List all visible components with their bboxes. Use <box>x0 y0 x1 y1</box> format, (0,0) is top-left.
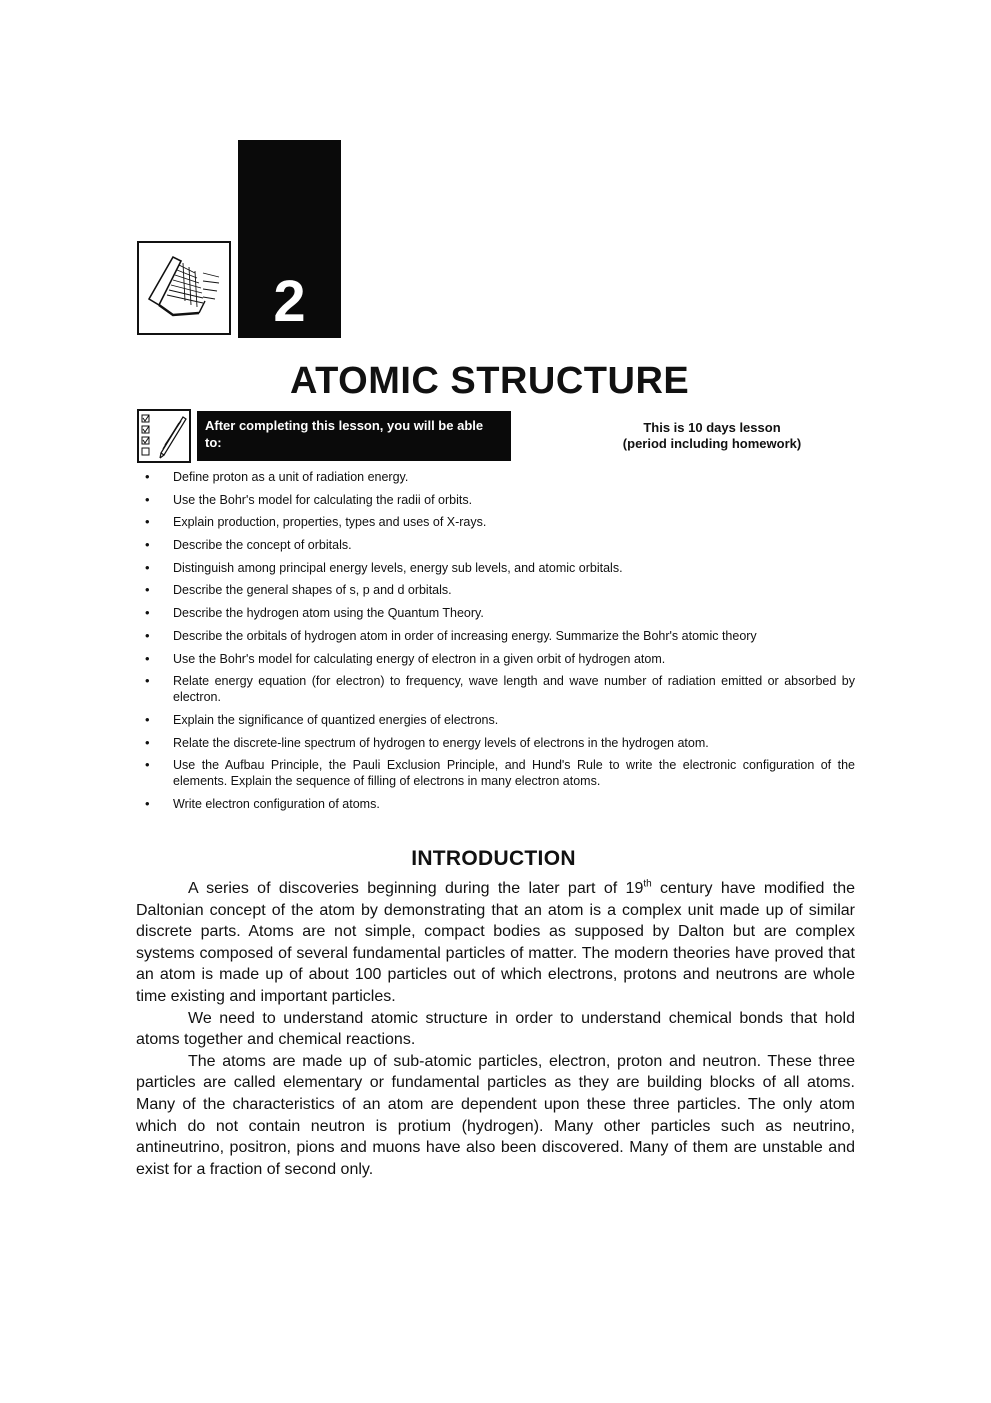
objective-item: • Use the Bohr's model for calculating energy of electron in a given orbit of hydrogen atom. <box>145 651 855 667</box>
introduction-paragraph-1 <box>136 878 855 1008</box>
objective-item: • Explain the significance of quantized energies of electrons. <box>145 712 855 728</box>
introduction-paragraph-3: The atoms are made up of sub-atomic particles, electron, proton and neutron. These three particles are called elementary or fundamental particles as they are building blocks of all atoms. Many of the characteristics of an atom are dependent upon these three particles. The only atom which do not contain neutron is protium (hydrogen). Many other particles such as neutrino, antineutrino, positron, pions and muons have also been discovered. Many of them are unstable and exist for a fraction of second only. <box>136 1052 855 1178</box>
chapter-number: 2 <box>273 269 306 334</box>
objective-item: • Write electron configuration of atoms. <box>145 796 855 812</box>
p1-superscript: th <box>643 878 652 890</box>
objective-item: • Describe the concept of orbitals. <box>145 537 855 553</box>
introduction-paragraph-2: We need to understand atomic structure in order to understand chemical bonds that hold atoms together and chemical reactions. <box>136 1009 855 1049</box>
lesson-duration <box>592 420 832 452</box>
p1-after: century have modified the Daltonian concept of the atom by demonstrating that an atom is a complex unit made up of similar discrete parts. Atoms are not simple, compact bodies as supposed by Dalton but are complex systems composed of several fundamental particles of matter. The modern theories have proved that an atom is made up of about 100 particles out of which electrons, protons and neutrons are whole time existing and important particles. <box>136 880 856 1005</box>
objectives-banner: After completing this lesson, you will be able to: <box>197 411 511 461</box>
objective-item: • Use the Bohr's model for calculating the radii of orbits. <box>145 492 855 508</box>
lesson-duration-line2: (period including homework) <box>622 436 802 451</box>
objective-item: • Describe the hydrogen atom using the Quantum Theory. <box>145 605 855 621</box>
lesson-duration-line1: This is 10 days lesson <box>643 420 781 435</box>
objective-item: • Explain production, properties, types and uses of X-rays. <box>145 514 855 530</box>
objective-item: • Relate energy equation (for electron) to frequency, wave length and wave number of radiation emitted or absorbed by electron. <box>145 673 855 705</box>
objective-item: • Define proton as a unit of radiation energy. <box>145 469 855 485</box>
objective-item: • Describe the orbitals of hydrogen atom in order of increasing energy. Summarize the Bohr's atomic theory <box>145 628 855 644</box>
objective-item: • Describe the general shapes of s, p and d orbitals. <box>145 582 855 598</box>
objective-item: • Relate the discrete-line spectrum of hydrogen to energy levels of electrons in the hydrogen atom. <box>145 735 855 751</box>
checklist-pencil-icon <box>137 409 191 463</box>
introduction-heading: INTRODUCTION <box>411 847 576 870</box>
chapter-title: ATOMIC STRUCTURE <box>290 360 690 402</box>
introduction-body <box>136 878 855 1180</box>
objectives-list <box>145 469 855 819</box>
p1-before: A series of discoveries beginning during the later part of 19 <box>188 880 644 897</box>
open-book-icon <box>137 241 231 335</box>
objective-item: • Distinguish among principal energy levels, energy sub levels, and atomic orbitals. <box>145 560 855 576</box>
chapter-number-block <box>238 140 341 338</box>
objective-item: • Use the Aufbau Principle, the Pauli Exclusion Principle, and Hund's Rule to write the electronic configuration of the elements. Explain the sequence of filling of electrons in many electron atoms. <box>145 757 855 789</box>
